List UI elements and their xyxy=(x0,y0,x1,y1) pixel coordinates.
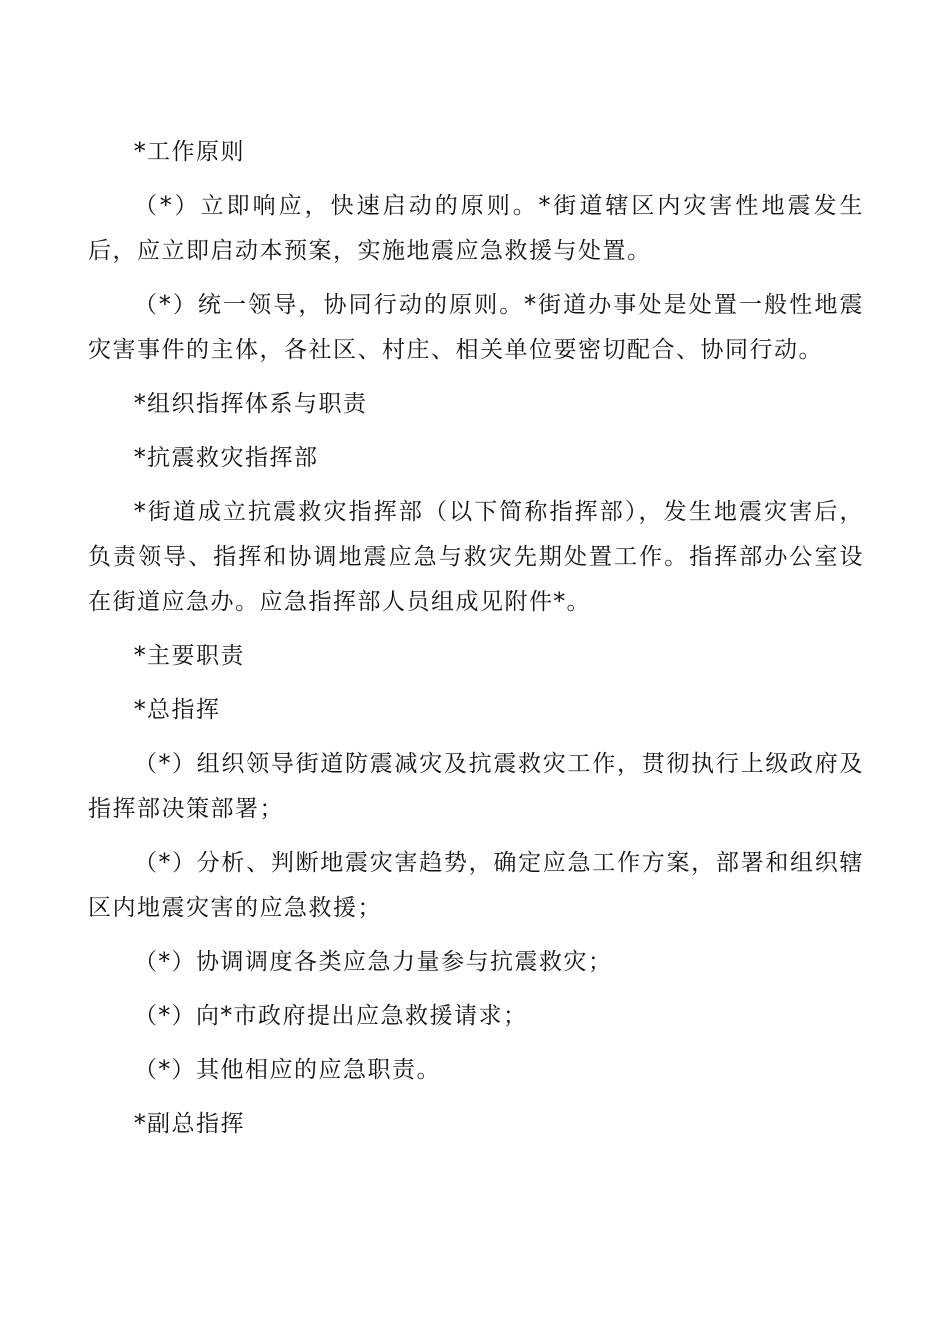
paragraph-principle-1: （*）立即响应，快速启动的原则。*街道辖区内灾害性地震发生后，应立即启动本预案，实施地震应急救援与处置。 xyxy=(88,193,864,264)
paragraph-duty-2: （*）分析、判断地震灾害趋势，确定应急工作方案，部署和组织辖区内地震灾害的应急救援； xyxy=(88,850,864,921)
document-body xyxy=(88,130,864,1156)
paragraph-duty-1: （*）组织领导街道防震减灾及抗震救灾工作，贯彻执行上级政府及指挥部决策部署； xyxy=(88,751,864,822)
paragraph-duty-5: （*）其他相应的应急职责。 xyxy=(134,1057,441,1083)
paragraph-principle-2: （*）统一领导，协同行动的原则。*街道办事处是处置一般性地震灾害事件的主体，各社区、村庄、相关单位要密切配合、协同行动。 xyxy=(88,292,864,363)
section-heading-commander: *总指挥 xyxy=(134,697,221,723)
section-heading-command-system: *组织指挥体系与职责 xyxy=(134,391,368,417)
section-heading-deputy-commander: *副总指挥 xyxy=(134,1111,245,1137)
paragraph-headquarters: *街道成立抗震救灾指挥部（以下简称指挥部），发生地震灾害后，负责领导、指挥和协调地震应急与救灾先期处置工作。指挥部办公室设在街道应急办。应急指挥部人员组成见附件*。 xyxy=(88,499,864,615)
paragraph-duty-3: （*）协调调度各类应急力量参与抗震救灾； xyxy=(134,949,613,975)
section-heading-headquarters: *抗震救灾指挥部 xyxy=(134,445,319,471)
section-heading-main-duties: *主要职责 xyxy=(134,643,245,669)
section-heading-work-principles: *工作原则 xyxy=(134,139,245,165)
paragraph-duty-4: （*）向*市政府提出应急救援请求； xyxy=(134,1003,528,1029)
